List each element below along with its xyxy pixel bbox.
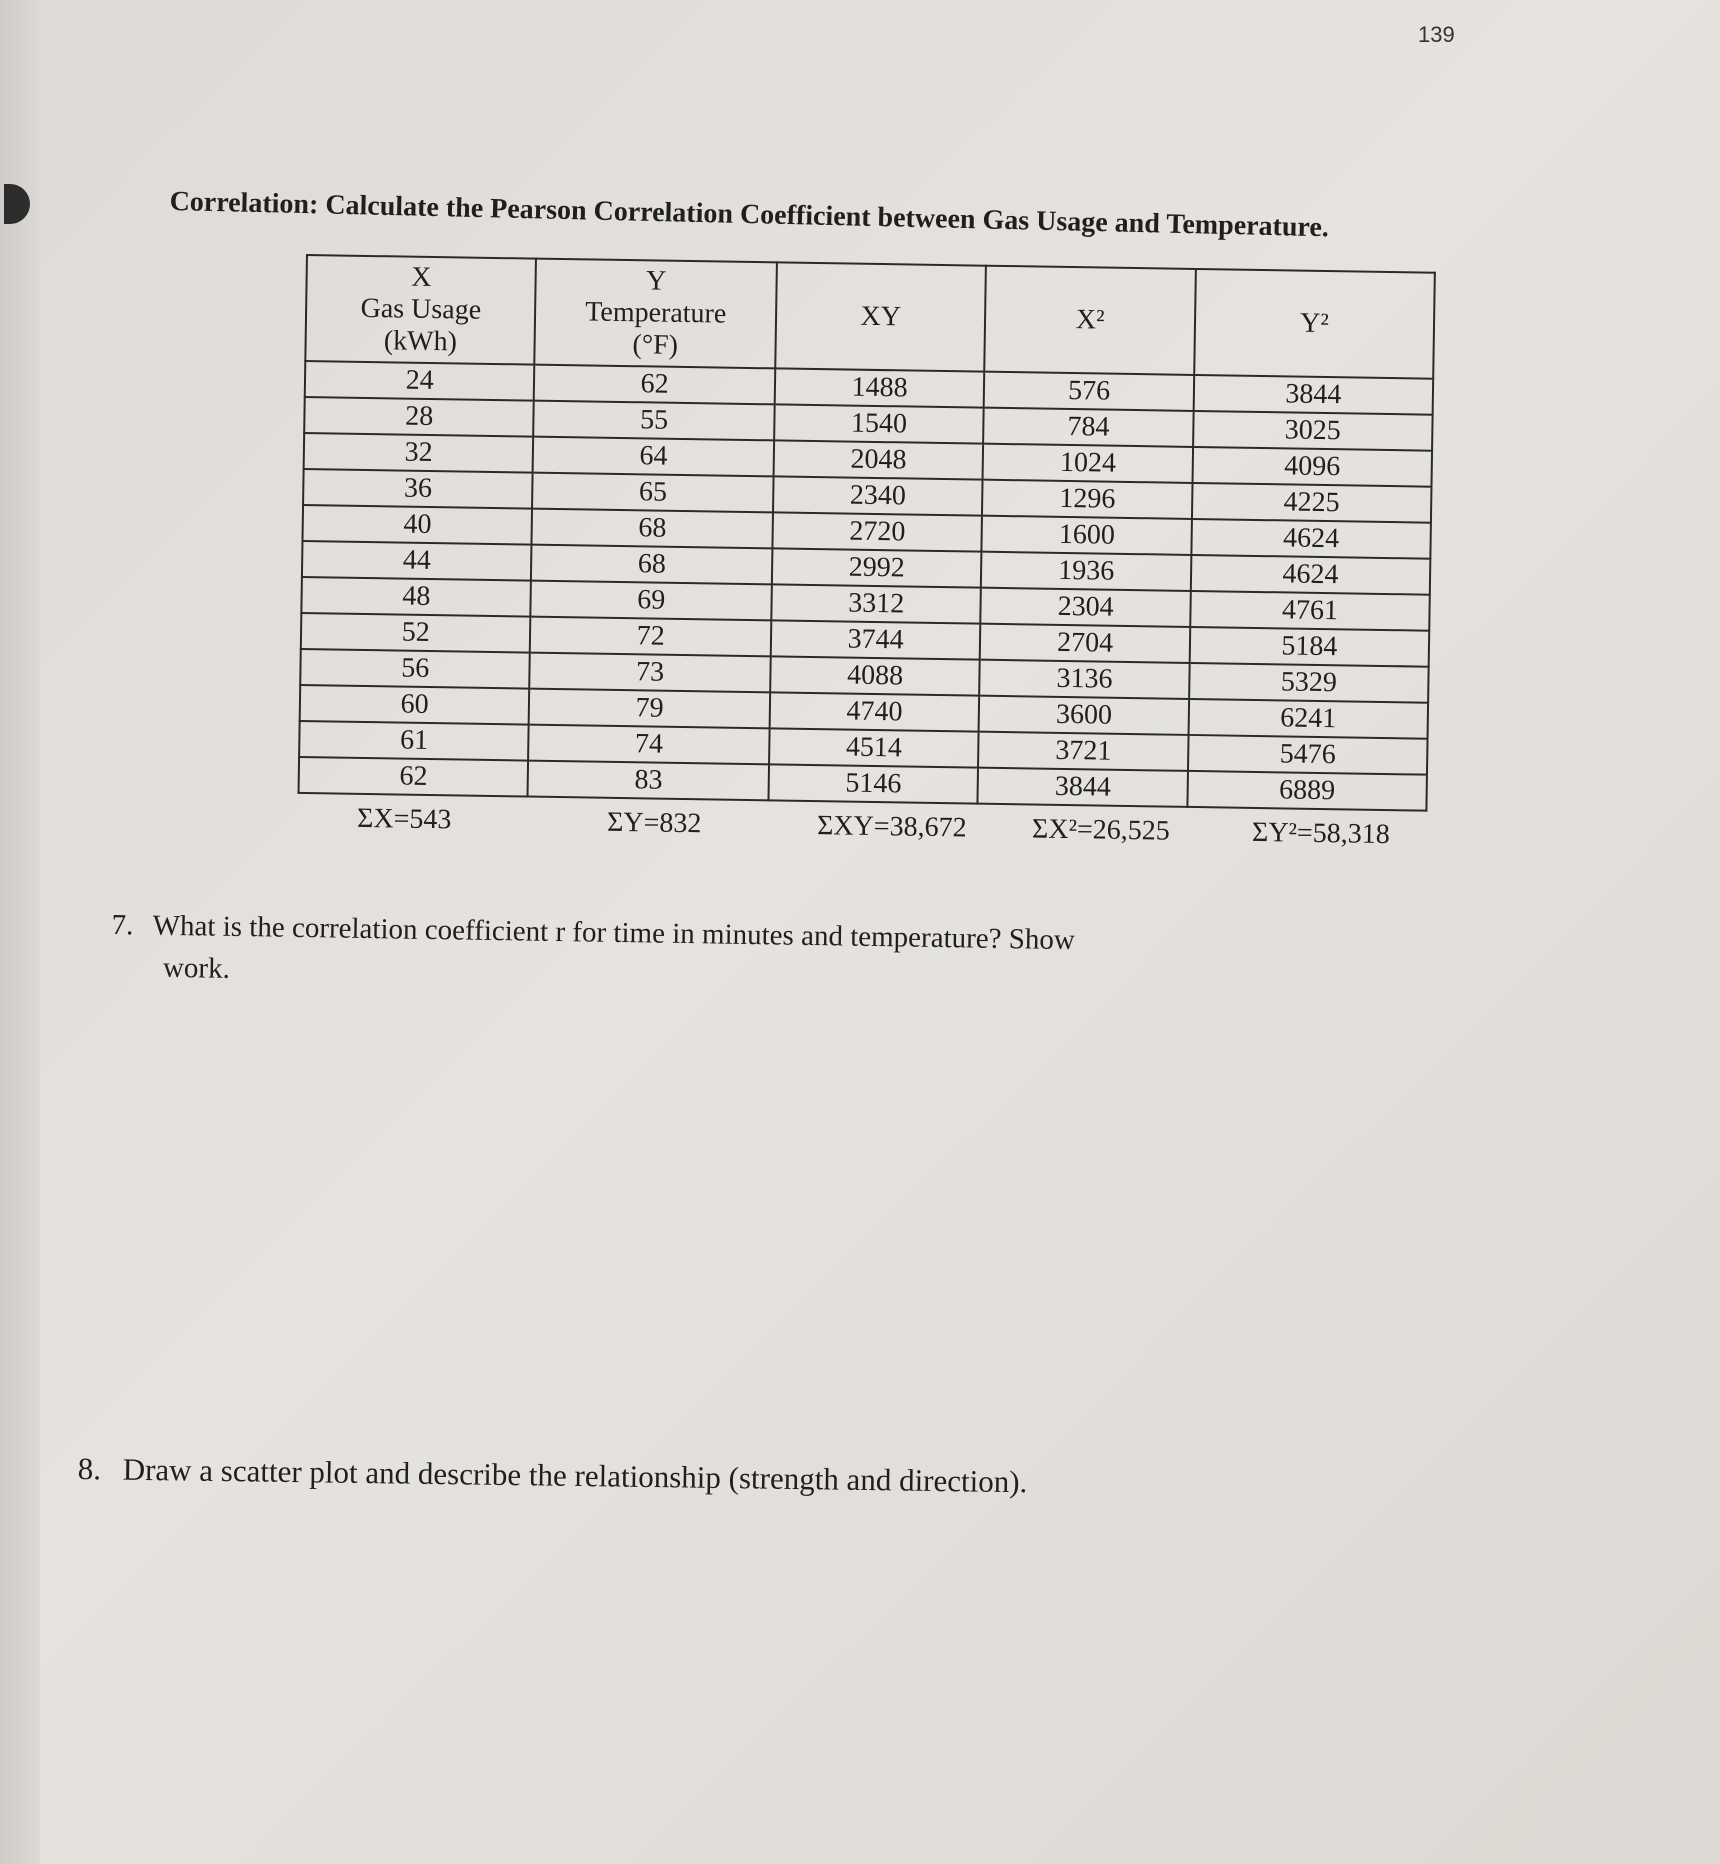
cell-y: 62 xyxy=(534,365,775,405)
cell-x: 48 xyxy=(301,577,531,617)
cell-x: 36 xyxy=(303,469,533,509)
question-7-continuation: work. xyxy=(162,951,231,985)
header-x-squared: X² xyxy=(985,266,1196,375)
cell-x-squared: 3844 xyxy=(978,768,1188,807)
cell-x: 61 xyxy=(299,721,529,761)
cell-x-squared: 1296 xyxy=(982,480,1192,519)
cell-y-squared: 4624 xyxy=(1191,555,1431,595)
cell-xy: 2720 xyxy=(772,512,982,551)
title-text: Calculate the Pearson Correlation Coefficient between Gas Usage and Temperature. xyxy=(325,189,1330,244)
header-x-unit: (kWh) xyxy=(383,325,458,358)
cell-y: 68 xyxy=(531,545,772,585)
problem-title xyxy=(169,186,1329,244)
cell-xy: 2992 xyxy=(772,548,982,587)
cell-y-squared: 6241 xyxy=(1188,699,1428,739)
cell-x: 32 xyxy=(304,433,534,473)
cell-xy: 2048 xyxy=(773,440,983,479)
cell-x: 56 xyxy=(300,649,530,689)
cell-y-squared: 5329 xyxy=(1189,663,1429,703)
cell-xy: 4740 xyxy=(769,692,979,731)
cell-xy: 4088 xyxy=(770,656,980,695)
header-x-name: Gas Usage xyxy=(360,292,482,326)
cell-y-squared: 4761 xyxy=(1190,591,1430,631)
sum-xy: ΣXY=38,672 xyxy=(816,810,967,844)
header-x-symbol: X xyxy=(411,261,432,293)
cell-x-squared: 1024 xyxy=(983,444,1193,483)
cell-y: 64 xyxy=(533,437,774,477)
cell-x: 24 xyxy=(305,361,535,401)
cell-x: 62 xyxy=(299,757,529,797)
header-row xyxy=(305,255,1435,379)
header-x xyxy=(305,255,536,365)
cell-x: 28 xyxy=(304,397,534,437)
header-xy: XY xyxy=(775,262,986,371)
cell-y: 74 xyxy=(529,725,770,765)
cell-y-squared: 3844 xyxy=(1194,375,1434,415)
cell-xy: 5146 xyxy=(768,764,978,803)
cell-x: 60 xyxy=(300,685,530,725)
header-y-squared: Y² xyxy=(1194,269,1435,379)
header-y-unit: (°F) xyxy=(632,329,679,361)
question-7-number: 7. xyxy=(111,908,134,942)
cell-y: 65 xyxy=(532,473,773,513)
cell-y: 69 xyxy=(531,581,772,621)
data-table-wrapper xyxy=(297,254,1436,866)
question-7 xyxy=(111,904,1076,1003)
cell-x-squared: 2704 xyxy=(980,624,1190,663)
cell-xy: 1540 xyxy=(774,404,984,443)
cell-y-squared: 4096 xyxy=(1192,447,1432,487)
cell-y: 83 xyxy=(528,761,769,801)
cell-xy: 2340 xyxy=(773,476,983,515)
header-y xyxy=(535,259,777,369)
correlation-table xyxy=(298,254,1436,812)
cell-xy: 4514 xyxy=(769,728,979,767)
cell-y-squared: 4225 xyxy=(1192,483,1432,523)
header-y-name: Temperature xyxy=(585,296,727,330)
cell-x-squared: 1600 xyxy=(982,516,1192,555)
page-edge xyxy=(0,0,40,1864)
cell-y: 72 xyxy=(530,617,771,657)
cell-xy: 3744 xyxy=(771,620,981,659)
page-number: 139 xyxy=(1418,22,1455,47)
cell-x: 44 xyxy=(302,541,532,581)
sum-y-squared: ΣY²=58,318 xyxy=(1251,816,1390,851)
cell-x: 40 xyxy=(302,505,532,545)
cell-x-squared: 3600 xyxy=(979,696,1189,735)
cell-x-squared: 784 xyxy=(983,408,1193,447)
sum-y: ΣY=832 xyxy=(606,806,702,840)
cell-x-squared: 576 xyxy=(984,372,1194,411)
cell-y-squared: 5476 xyxy=(1188,735,1428,775)
cell-x-squared: 3721 xyxy=(978,732,1188,771)
question-8 xyxy=(77,1448,1027,1503)
cell-y-squared: 6889 xyxy=(1187,771,1427,811)
cell-x-squared: 1936 xyxy=(981,552,1191,591)
sum-x-squared: ΣX²=26,525 xyxy=(1031,813,1170,847)
cell-x-squared: 2304 xyxy=(981,588,1191,627)
question-7-text: What is the correlation coefficient r for time in minutes and temperature? Show xyxy=(152,909,1076,957)
cell-y: 55 xyxy=(534,401,775,441)
cell-y: 79 xyxy=(529,689,770,729)
cell-xy: 3312 xyxy=(771,584,981,623)
cell-y: 68 xyxy=(532,509,773,549)
cell-y-squared: 3025 xyxy=(1193,411,1433,451)
title-lead: Correlation: xyxy=(169,186,319,221)
cell-y-squared: 4624 xyxy=(1191,519,1431,559)
sum-x: ΣX=543 xyxy=(356,802,452,836)
question-8-number: 8. xyxy=(77,1450,102,1487)
cell-x: 52 xyxy=(301,613,531,653)
cell-y-squared: 5184 xyxy=(1190,627,1430,667)
header-y-symbol: Y xyxy=(645,265,667,297)
cell-x-squared: 3136 xyxy=(980,660,1190,699)
cell-y: 73 xyxy=(530,653,771,693)
cell-xy: 1488 xyxy=(775,368,985,407)
question-8-text: Draw a scatter plot and describe the relationship (strength and direction). xyxy=(122,1451,1028,1500)
